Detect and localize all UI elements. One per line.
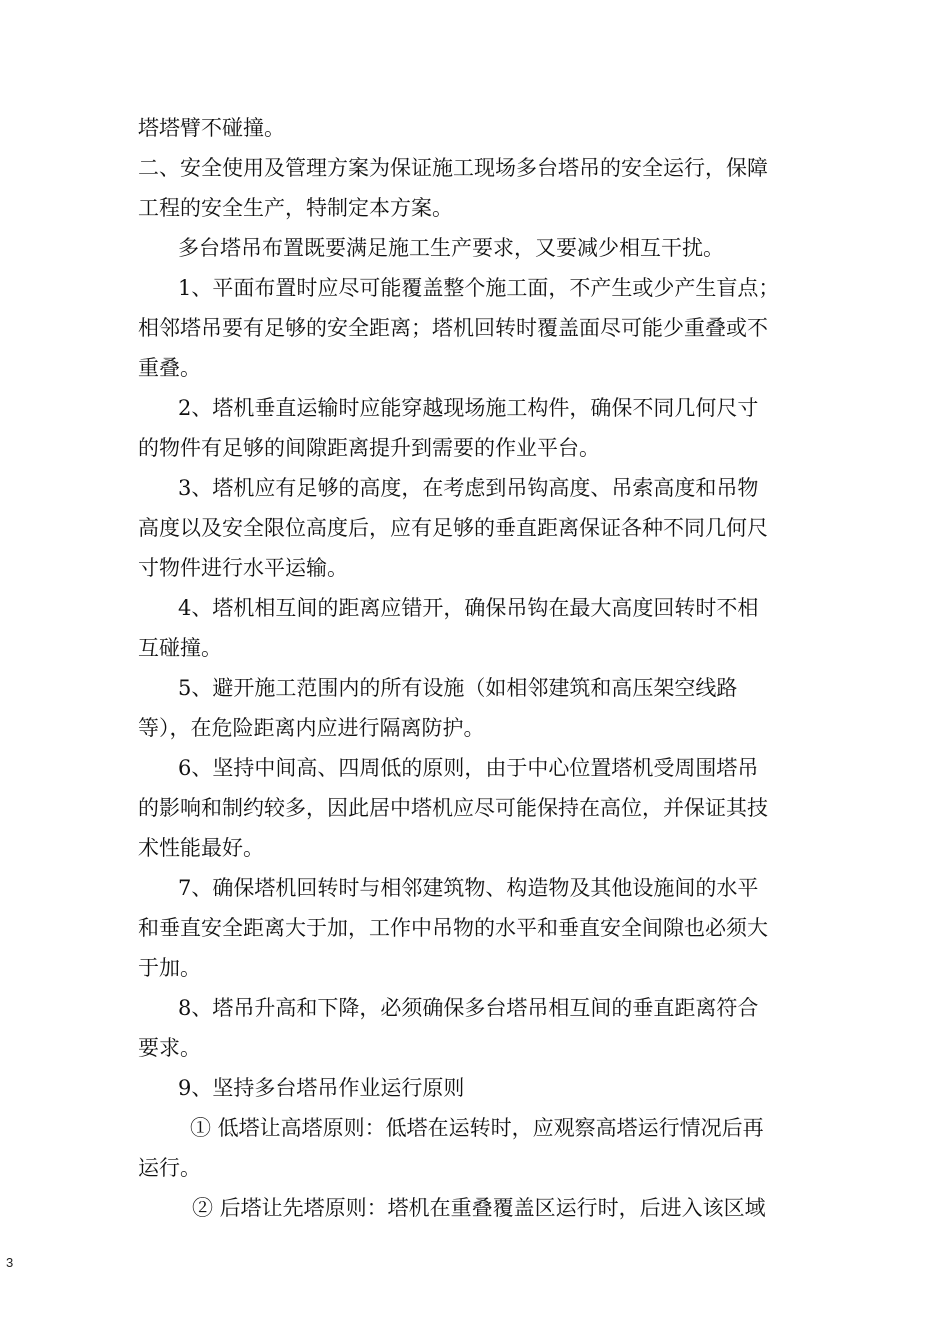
text-line: 的影响和制约较多，因此居中塔机应尽可能保持在高位，并保证其技 [138,796,768,820]
page-number: 3 [6,1255,14,1270]
text-line: 互碰撞。 [138,636,222,660]
text-line: 4、塔机相互间的距离应错开，确保吊钩在最大高度回转时不相 [178,596,759,620]
text-line: 的物件有足够的间隙距离提升到需要的作业平台。 [138,436,600,460]
text-line: 运行。 [138,1156,201,1180]
text-line: 高度以及安全限位高度后，应有足够的垂直距离保证各种不同几何尺 [138,516,768,540]
text-line: ① 低塔让高塔原则：低塔在运转时，应观察高塔运行情况后再 [190,1116,764,1140]
text-line: 多台塔吊布置既要满足施工生产要求，又要减少相互干扰。 [178,236,724,260]
text-line: 等），在危险距离内应进行隔离防护。 [138,716,485,740]
text-line: ② 后塔让先塔原则：塔机在重叠覆盖区运行时，后进入该区域 [192,1196,766,1220]
text-line: 7、确保塔机回转时与相邻建筑物、构造物及其他设施间的水平 [178,876,759,900]
text-line: 要求。 [138,1036,201,1060]
text-line: 6、坚持中间高、四周低的原则，由于中心位置塔机受周围塔吊 [178,756,759,780]
text-line: 9、坚持多台塔吊作业运行原则 [178,1076,465,1100]
text-line: 3、塔机应有足够的高度，在考虑到吊钩高度、吊索高度和吊物 [178,476,759,500]
text-line: 2、塔机垂直运输时应能穿越现场施工构件，确保不同几何尺寸 [178,396,759,420]
text-line: 和垂直安全距离大于加，工作中吊物的水平和垂直安全间隙也必须大 [138,916,768,940]
text-line: 于加。 [138,956,201,980]
text-line: 1、平面布置时应尽可能覆盖整个施工面，不产生或少产生盲点； [178,276,780,300]
text-line: 寸物件进行水平运输。 [138,556,348,580]
text-line: 重叠。 [138,356,201,380]
text-line: 塔塔臂不碰撞。 [138,116,285,140]
text-line: 工程的安全生产，特制定本方案。 [138,196,453,220]
text-line: 5、避开施工范围内的所有设施（如相邻建筑和高压架空线路 [178,676,738,700]
text-line: 二、安全使用及管理方案为保证施工现场多台塔吊的安全运行，保障 [138,156,768,180]
text-line: 术性能最好。 [138,836,264,860]
text-line: 8、塔吊升高和下降，必须确保多台塔吊相互间的垂直距离符合 [178,996,759,1020]
text-line: 相邻塔吊要有足够的安全距离；塔机回转时覆盖面尽可能少重叠或不 [138,316,768,340]
